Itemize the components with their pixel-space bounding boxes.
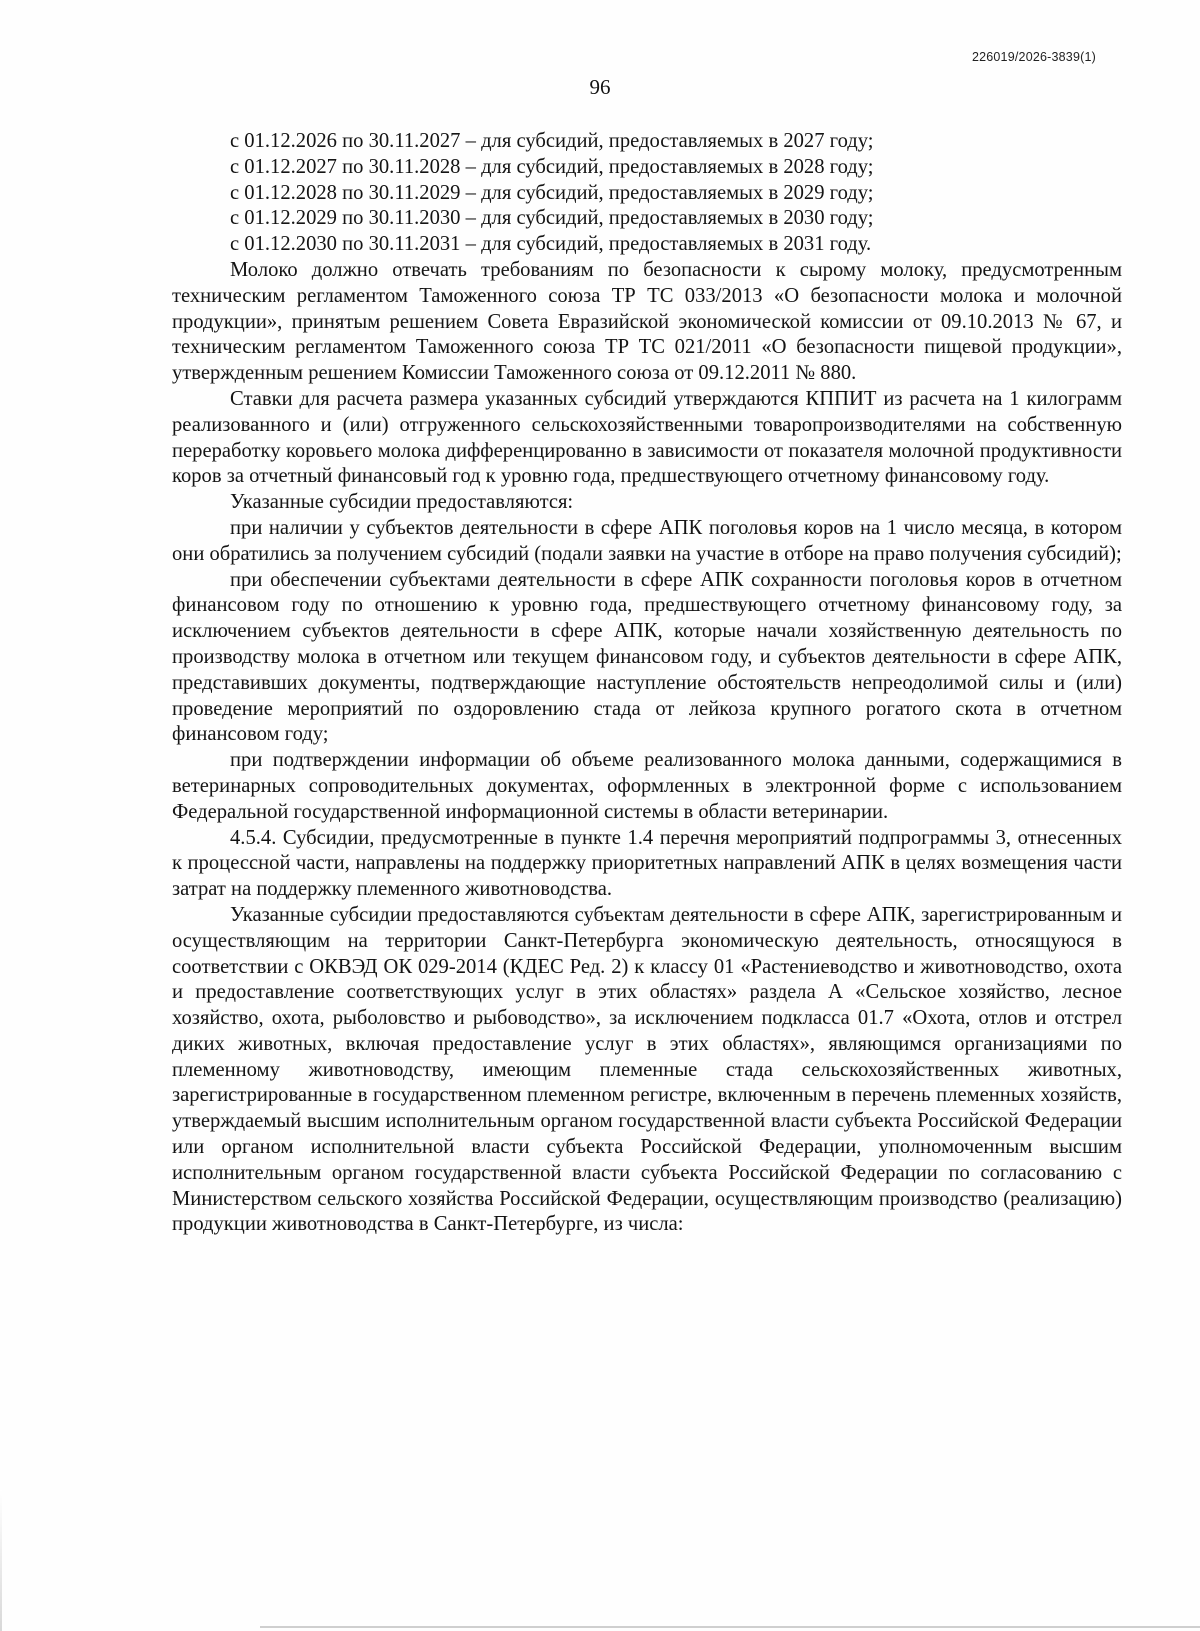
paragraph-milk-safety: Молоко должно отвечать требованиям по безопасности к сырому молоку, предусмотренным техническим регламентом Таможенного союза ТР ТС 033/2013 «О безопасности молока и молочной продукции», принятым решением Совета Евразийской экономической комиссии от 09.10.2013 № 67, и техническим регламентом Таможенного союза ТР ТС 021/2011 «О безопасности пищевой продукции», утвержденным решением Комиссии Таможенного союза от 09.12.2011 № 880.	[172, 258, 1122, 385]
paragraph-condition-livestock: при наличии у субъектов деятельности в сфере АПК поголовья коров на 1 число месяца, в котором они обратились за получением субсидий (подали заявки на участие в отборе на право получения субсидий);	[172, 516, 1122, 565]
date-range-line: с 01.12.2026 по 30.11.2027 – для субсидий, предоставляемых в 2027 году;	[230, 130, 874, 152]
paragraph-subsidy-rates: Ставки для расчета размера указанных субсидий утверждаются КППИТ из расчета на 1 килограмм реализованного и (или) отгруженного сельскохозяйственными товаропроизводителями на собственную переработку коровьего молока дифференцированно в зависимости от показателя молочной продуктивности коров за отчетный финансовый год к уровню года, предшествующего отчетному финансовому году.	[172, 387, 1122, 488]
paragraph-condition-veterinary: при подтверждении информации об объеме реализованного молока данными, содержащимися в ветеринарных сопроводительных документах, оформленных в электронной форме с использованием Федеральной государственной информационной системы в области ветеринарии.	[172, 749, 1122, 823]
date-range-line: с 01.12.2029 по 30.11.2030 – для субсидий, предоставляемых в 2030 году;	[230, 207, 874, 230]
paragraph-conditions-intro: Указанные субсидии предоставляются:	[230, 491, 574, 514]
paragraph-section-4-5-4: 4.5.4. Субсидии, предусмотренные в пункте 1.4 перечня мероприятий подпрограммы 3, отнесенных к процессной части, направлены на поддержку приоритетных направлений АПК в целях возмещения части затрат на поддержку племенного животноводства.	[172, 826, 1122, 901]
scan-bottom-line	[260, 1626, 1200, 1628]
paragraph-breeding-recipients: Указанные субсидии предоставляются субъектам деятельности в сфере АПК, зарегистрированным и осуществляющим на территории Санкт-Петербурга экономическую деятельность, относящуюся в соответствии с ОКВЭД ОК 029-2014 (КДЕС Ред. 2) к классу 01 «Растениеводство и животноводство, охота и предоставление соответствующих услуг в этих областях» раздела А «Сельское хозяйство, лесное хозяйство, охота, рыболовство и рыбоводство», за исключением подкласса 01.7 «Охота, отлов и отстрел диких животных, включая предоставление услуг в этих областях», являющимся организациями по племенному животноводству, имеющим племенные стада сельскохозяйственных животных, зарегистрированные в государственном племенном регистре, включенным в перечень племенных хозяйств, утверждаемый высшим исполнительным органом государственной власти субъекта Российской Федерации или органом исполнительной власти субъекта Российской Федерации, уполномоченным высшим исполнительным органом государственной власти субъекта Российской Федерации по согласованию с Министерством сельского хозяйства Российской Федерации, осуществляющим производство (реализацию) продукции животноводства в Санкт-Петербурге, из числа:	[172, 903, 1122, 1236]
date-range-line: с 01.12.2027 по 30.11.2028 – для субсидий, предоставляемых в 2028 году;	[230, 155, 874, 178]
scan-edge-shadow	[0, 1490, 2, 1631]
page-number: 96	[589, 75, 611, 99]
date-range-line: с 01.12.2028 по 30.11.2029 – для субсидий, предоставляемых в 2029 году;	[230, 181, 874, 204]
paragraph-condition-preservation: при обеспечении субъектами деятельности в сфере АПК сохранности поголовья коров в отчетном финансовом году по отношению к уровню года, предшествующего отчетному финансовому году, за исключением субъектов деятельности в сфере АПК, которые начали хозяйственную деятельность по производству молока в отчетном или текущем финансовом году, и субъектов деятельности в сфере АПК, представивших документы, подтверждающие наступление обстоятельств непреодолимой силы и (или) проведение мероприятий по оздоровлению стада от лейкоза крупного рогатого скота в отчетном финансовом году;	[172, 568, 1122, 746]
date-range-line: с 01.12.2030 по 30.11.2031 – для субсидий, предоставляемых в 2031 году.	[230, 233, 872, 256]
document-registration-code: 226019/2026-3839(1)	[971, 50, 1096, 64]
document-body	[172, 129, 1122, 1238]
